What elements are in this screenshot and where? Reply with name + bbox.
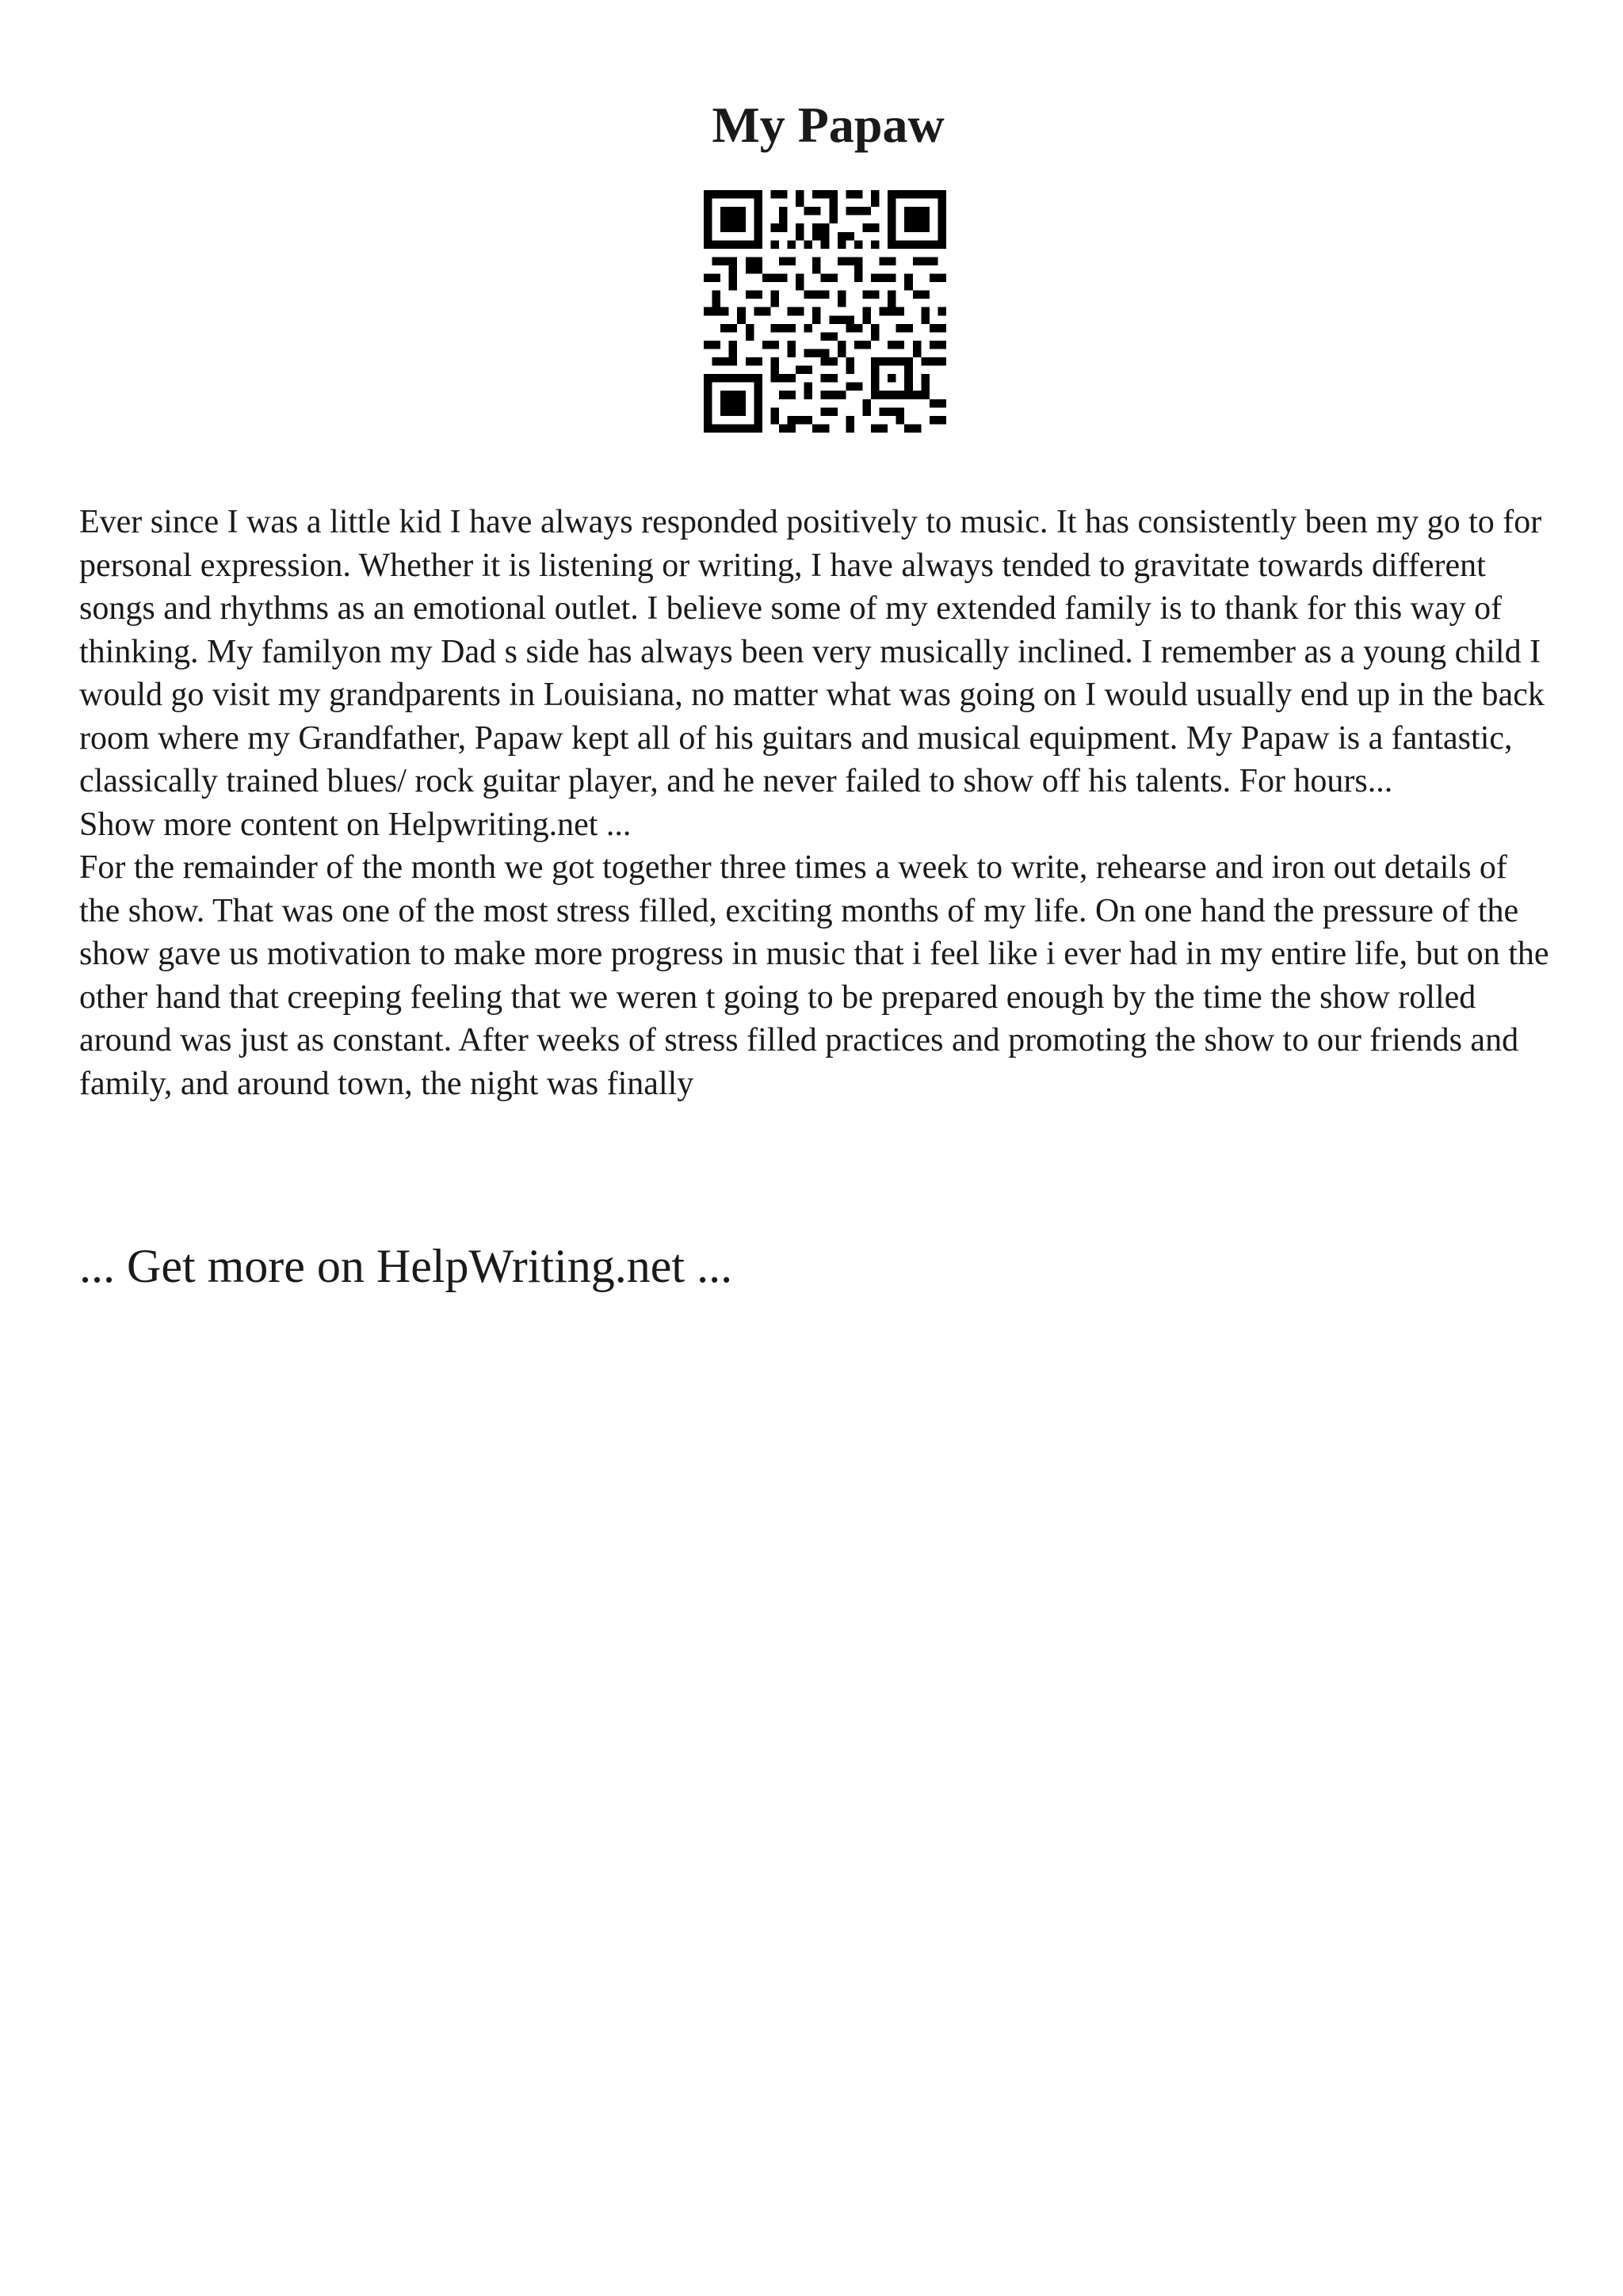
page-title: My Papaw (712, 97, 945, 153)
qr-code-icon (704, 190, 946, 433)
paragraph-1: Ever since I was a little kid I have always responded positively to music. It has consistently been my go to for personal expression. Whether it is listening or writing, I have always tended to gravitate towards different songs and rhythms as an emotional outlet. I believe some of my extended family is to thank for this way of thinking. My familyon my Dad s side has always been very musically inclined. I remember as a young child I would go visit my grandparents in Louisiana, no matter what was going on I would usually end up in the back room where my Grandfather, Papaw kept all of his guitars and musical equipment. My Papaw is a fantastic, classically trained blues/ rock guitar player, and he never failed to show off his talents. For hours... (79, 504, 1545, 799)
get-more-text: ... Get more on HelpWriting.net ... (79, 1240, 733, 1292)
body-text (79, 501, 1553, 1105)
paragraph-2: For the remainder of the month we got together three times a week to write, rehearse and iron out details of the show. That was one of the most stress filled, exciting months of my life. On one hand the pressure of the show gave us motivation to make more progress in music that i feel like i ever had in my entire life, but on the other hand that creeping feeling that we weren t going to be prepared enough by the time the show rolled around was just as constant. After weeks of stress filled practices and promoting the show to our friends and family, and around town, the night was finally (79, 849, 1549, 1102)
show-more-text: Show more content on Helpwriting.net ... (79, 806, 632, 843)
